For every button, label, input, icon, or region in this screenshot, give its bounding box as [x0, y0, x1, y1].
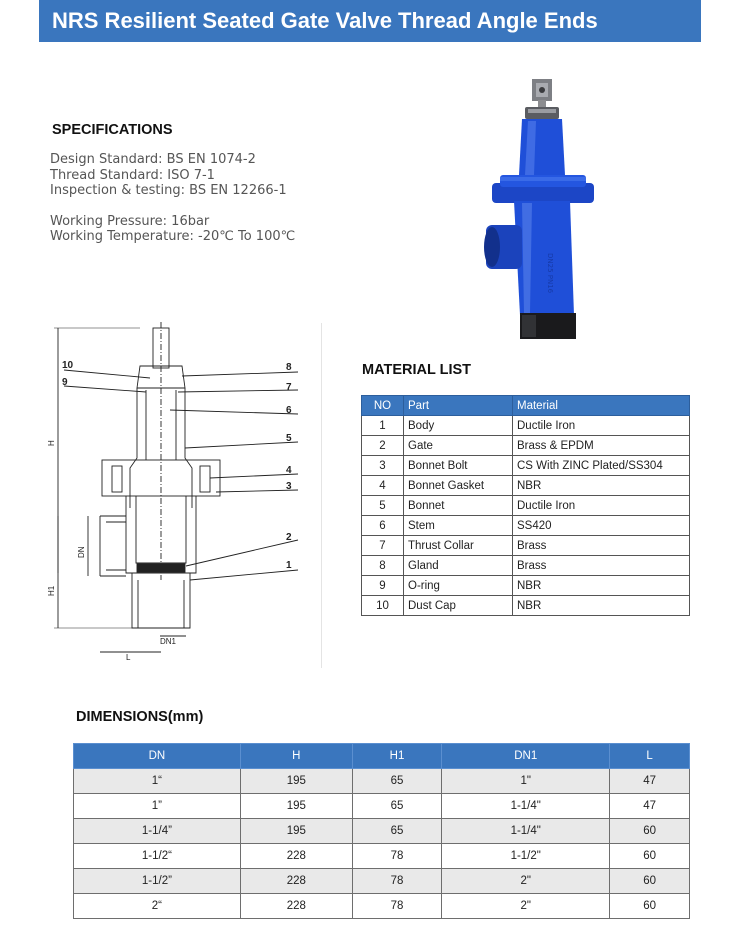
- cell-l: 60: [610, 894, 690, 919]
- cell-dn: 1-1/2”: [74, 869, 241, 894]
- cell-h: 228: [240, 869, 352, 894]
- material-list-table: [361, 395, 690, 616]
- spec-design-standard: Design Standard: BS EN 1074-2: [50, 152, 256, 167]
- cell-no: 5: [362, 496, 404, 516]
- cell-material: NBR: [513, 576, 690, 596]
- cell-dn1: 1-1/4": [442, 819, 610, 844]
- callout-6: 6: [286, 405, 292, 416]
- cell-l: 47: [610, 794, 690, 819]
- dimensions-heading: DIMENSIONS(mm): [76, 709, 204, 725]
- cell-h1: 65: [352, 794, 441, 819]
- cell-material: NBR: [513, 596, 690, 616]
- callout-9: 9: [62, 377, 68, 388]
- cell-h1: 65: [352, 819, 441, 844]
- cell-dn: 1-1/4”: [74, 819, 241, 844]
- dimensions-table: [73, 743, 690, 919]
- cell-dn1: 1-1/4": [442, 794, 610, 819]
- material-header-row: [362, 396, 690, 416]
- col-no: NO: [362, 396, 404, 416]
- dim-label-h1: H1: [47, 585, 56, 596]
- cell-part: Body: [404, 416, 513, 436]
- cell-material: Ductile Iron: [513, 496, 690, 516]
- cell-part: Stem: [404, 516, 513, 536]
- spec-thread-standard: Thread Standard: ISO 7-1: [50, 167, 215, 183]
- dim-label-l: L: [126, 653, 131, 662]
- cell-part: Dust Cap: [404, 596, 513, 616]
- cell-dn1: 1": [442, 769, 610, 794]
- spec-inspection: Inspection & testing: BS EN 12266-1: [50, 183, 287, 199]
- cell-dn: 1”: [74, 794, 241, 819]
- cell-no: 8: [362, 556, 404, 576]
- svg-text:DN25 PN16: DN25 PN16: [546, 253, 554, 294]
- dim-label-dn: DN: [77, 546, 86, 558]
- cell-dn: 2“: [74, 894, 241, 919]
- table-row: [74, 894, 690, 919]
- cell-h: 195: [240, 769, 352, 794]
- table-row: [362, 576, 690, 596]
- cell-l: 47: [610, 769, 690, 794]
- cell-no: 4: [362, 476, 404, 496]
- cell-part: Gland: [404, 556, 513, 576]
- table-row: [362, 536, 690, 556]
- col-l: L: [610, 744, 690, 769]
- table-row: [362, 416, 690, 436]
- page-title: NRS Resilient Seated Gate Valve Thread Angle Ends: [39, 0, 701, 42]
- valve-cross-section-drawing: [40, 318, 322, 666]
- cell-material: Ductile Iron: [513, 416, 690, 436]
- cell-no: 3: [362, 456, 404, 476]
- dim-label-dn1: DN1: [160, 637, 177, 646]
- cell-l: 60: [610, 844, 690, 869]
- cell-material: SS420: [513, 516, 690, 536]
- cell-h: 228: [240, 844, 352, 869]
- cell-h1: 78: [352, 894, 441, 919]
- specifications-list: [50, 152, 295, 245]
- dim-label-h: H: [47, 440, 56, 446]
- table-row: [74, 794, 690, 819]
- cell-h: 195: [240, 819, 352, 844]
- table-row: [362, 496, 690, 516]
- table-row: [74, 869, 690, 894]
- callout-1: 1: [286, 560, 292, 571]
- cell-no: 7: [362, 536, 404, 556]
- cell-l: 60: [610, 869, 690, 894]
- cell-material: Brass: [513, 536, 690, 556]
- cell-dn1: 2": [442, 869, 610, 894]
- table-row: [74, 844, 690, 869]
- cell-part: Thrust Collar: [404, 536, 513, 556]
- cell-part: Bonnet Bolt: [404, 456, 513, 476]
- col-dn: DN: [74, 744, 241, 769]
- table-row: [74, 819, 690, 844]
- cell-dn1: 1-1/2": [442, 844, 610, 869]
- callout-5: 5: [286, 433, 292, 444]
- dimensions-header-row: [74, 744, 690, 769]
- cell-part: Bonnet: [404, 496, 513, 516]
- material-list-heading: MATERIAL LIST: [362, 362, 472, 378]
- cell-dn1: 2": [442, 894, 610, 919]
- cell-part: O-ring: [404, 576, 513, 596]
- cell-material: Brass & EPDM: [513, 436, 690, 456]
- divider: [321, 323, 322, 668]
- specifications-heading: SPECIFICATIONS: [52, 122, 173, 138]
- cell-no: 6: [362, 516, 404, 536]
- table-row: [362, 436, 690, 456]
- spec-working-pressure: Working Pressure: 16bar: [50, 213, 210, 229]
- cell-dn: 1“: [74, 769, 241, 794]
- col-part: Part: [404, 396, 513, 416]
- table-row: [362, 596, 690, 616]
- col-h: H: [240, 744, 352, 769]
- table-row: [362, 556, 690, 576]
- cell-h: 195: [240, 794, 352, 819]
- cell-material: Brass: [513, 556, 690, 576]
- callout-2: 2: [286, 532, 292, 543]
- table-row: [74, 769, 690, 794]
- cell-h1: 65: [352, 769, 441, 794]
- cell-material: NBR: [513, 476, 690, 496]
- table-row: [362, 516, 690, 536]
- cell-no: 9: [362, 576, 404, 596]
- table-row: [362, 456, 690, 476]
- cell-no: 2: [362, 436, 404, 456]
- callout-8: 8: [286, 362, 292, 373]
- cell-no: 1: [362, 416, 404, 436]
- callout-7: 7: [286, 382, 292, 393]
- cell-material: CS With ZINC Plated/SS304: [513, 456, 690, 476]
- cell-h1: 78: [352, 844, 441, 869]
- callout-4: 4: [286, 465, 292, 476]
- col-material: Material: [513, 396, 690, 416]
- callout-3: 3: [286, 481, 292, 492]
- valve-product-photo: [470, 75, 620, 345]
- col-dn1: DN1: [442, 744, 610, 769]
- cell-dn: 1-1/2“: [74, 844, 241, 869]
- cell-l: 60: [610, 819, 690, 844]
- col-h1: H1: [352, 744, 441, 769]
- cell-part: Bonnet Gasket: [404, 476, 513, 496]
- cell-part: Gate: [404, 436, 513, 456]
- cell-h: 228: [240, 894, 352, 919]
- cell-h1: 78: [352, 869, 441, 894]
- cell-no: 10: [362, 596, 404, 616]
- table-row: [362, 476, 690, 496]
- spec-working-temperature: Working Temperature: -20℃ To 100℃: [50, 229, 296, 245]
- callout-10: 10: [62, 360, 74, 371]
